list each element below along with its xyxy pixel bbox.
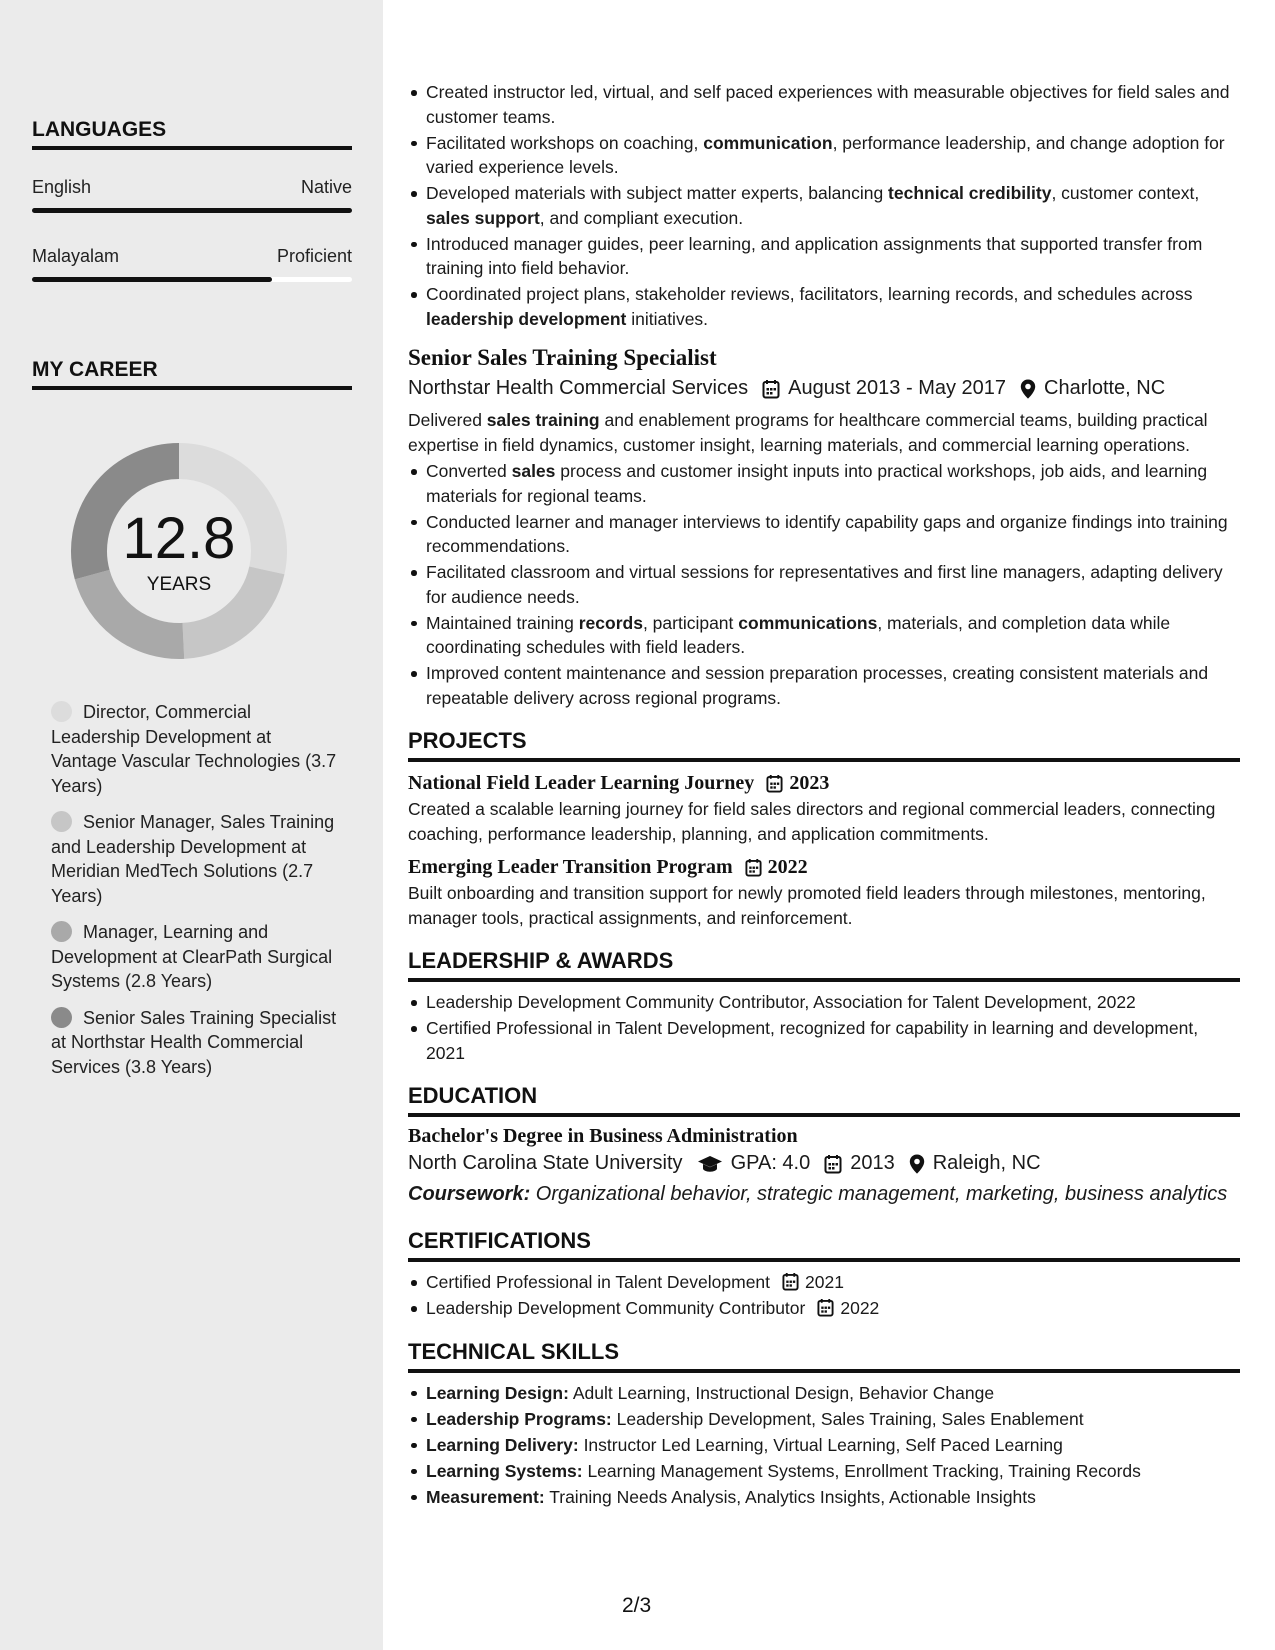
award-item: [408, 990, 1240, 1015]
career-item-text: Director, Commercial Leadership Development at Vantage Vascular Technologies (3.7 Years): [51, 702, 337, 796]
job-bullets: [408, 459, 1240, 710]
language-name: English: [32, 177, 92, 197]
text-run: Certified Professional in Talent Development, recognized for capability in learning and development, 2021: [426, 1018, 1199, 1063]
legend-dot: [51, 1007, 72, 1028]
bold-keyword: Learning Systems:: [426, 1460, 583, 1481]
career-item: [51, 700, 341, 798]
experience-bullet: [408, 80, 1240, 129]
text-run: Leadership Development Community Contributor, Association for Talent Development, 2022: [426, 992, 1136, 1012]
text-run: initiatives.: [626, 308, 709, 329]
language-bar-english: [32, 208, 352, 213]
bold-keyword: Leadership Programs:: [426, 1408, 612, 1429]
career-item-text: Senior Manager, Sales Training and Leadership Development at Meridian MedTech Solutions (2.7 Years): [51, 812, 335, 906]
language-row-malayalam: [32, 246, 352, 267]
education-degree: Bachelor's Degree in Business Administration: [408, 1125, 798, 1147]
certification-item: [408, 1296, 1240, 1321]
bold-keyword: leadership development: [426, 308, 627, 329]
skill-item: [408, 1407, 1240, 1432]
career-item: [51, 1006, 341, 1080]
text-run: Converted: [426, 461, 512, 481]
coursework-text: Organizational behavior, strategic management, marketing, business analytics: [530, 1183, 1228, 1205]
projects-heading: PROJECTS: [408, 728, 1240, 762]
bold-keyword: communications: [738, 612, 878, 633]
text-run: Created instructor led, virtual, and self paced experiences with measurable objectives for field sales and customer teams.: [426, 82, 1230, 127]
legend-dot: [51, 701, 72, 722]
award-item: [408, 1016, 1240, 1065]
career-total-unit: YEARS: [146, 574, 212, 595]
language-bar-fill: [32, 208, 352, 213]
experience-bullet: [408, 282, 1240, 331]
experience-bullet: [408, 181, 1240, 230]
project-year: 2023: [789, 772, 830, 794]
text-run: Coordinated project plans, stakeholder reviews, facilitators, learning records, and schedules across: [426, 284, 1193, 304]
language-bar-fill: [32, 277, 272, 282]
awards-list: [408, 990, 1240, 1065]
location-pin-icon: [909, 1154, 925, 1174]
text-run: Improved content maintenance and session preparation processes, creating consistent materials and repeatable delivery across regional programs.: [426, 663, 1209, 708]
text-run: , performance leadership, and change adoption for varied experience levels.: [426, 132, 1225, 177]
experience-bullet: [408, 131, 1240, 180]
text-run: Developed materials with subject matter experts, balancing: [426, 183, 889, 203]
text-run: Conducted learner and manager interviews to identify capability gaps and organize findings into training recommendations.: [426, 511, 1228, 556]
experience-bullet: [408, 611, 1240, 660]
text-run: Instructor Led Learning, Virtual Learning, Self Paced Learning: [578, 1434, 1063, 1455]
text-run: Training Needs Analysis, Analytics Insights, Actionable Insights: [544, 1486, 1036, 1507]
job-location: Charlotte, NC: [1044, 377, 1166, 399]
education-coursework: [408, 1183, 1240, 1206]
bold-keyword: technical credibility: [888, 183, 1052, 203]
career-item-text: Senior Sales Training Specialist at Northstar Health Commercial Services (3.8 Years): [51, 1007, 337, 1077]
text-run: , materials, and completion data while coordinating schedules with field leaders.: [426, 612, 1171, 657]
career-item: [51, 810, 341, 908]
career-heading: MY CAREER: [32, 358, 352, 390]
text-run: Introduced manager guides, peer learning, and application assignments that supported transfer from training into field behavior.: [426, 233, 1203, 278]
calendar-icon: [745, 858, 762, 877]
certification-item: [408, 1270, 1240, 1295]
text-run: and enablement programs for healthcare commercial teams, building practical expertise in field dynamics, customer insight, learning materials, and commercial learning operations.: [408, 410, 1208, 455]
job-company: Northstar Health Commercial Services: [408, 377, 749, 399]
location-pin-icon: [1020, 379, 1036, 399]
bold-keyword: sales training: [486, 410, 600, 430]
language-row-english: [32, 177, 352, 198]
education-school: North Carolina State University: [408, 1152, 683, 1174]
text-run: Adult Learning, Instructional Design, Behavior Change: [568, 1382, 995, 1403]
text-run: , participant: [642, 612, 739, 633]
certifications-list: [408, 1270, 1240, 1321]
skill-item: [408, 1381, 1240, 1406]
text-run: , customer context,: [1051, 183, 1200, 203]
text-run: Facilitated classroom and virtual sessions for representatives and first line managers, adapting delivery for audience needs.: [426, 562, 1223, 607]
job-summary: [408, 408, 1240, 457]
certification-year: 2021: [805, 1272, 844, 1292]
bold-keyword: Learning Delivery:: [426, 1434, 579, 1455]
calendar-icon: [817, 1298, 834, 1317]
calendar-icon: [782, 1272, 799, 1291]
text-run: Delivered: [408, 410, 487, 430]
text-run: Maintained training: [426, 612, 579, 633]
skill-item: [408, 1459, 1240, 1484]
sidebar: [0, 0, 383, 1650]
job-dates: August 2013 - May 2017: [788, 377, 1007, 399]
career-total-years: 12.8: [122, 506, 236, 571]
languages-heading: LANGUAGES: [32, 118, 352, 150]
skills-heading: TECHNICAL SKILLS: [408, 1339, 1240, 1373]
career-item: [51, 920, 341, 994]
project-title: [408, 856, 1240, 879]
bold-keyword: sales support: [426, 207, 540, 228]
experience-bullet: [408, 232, 1240, 281]
bold-keyword: Measurement:: [426, 1486, 545, 1507]
bold-keyword: Learning Design:: [426, 1382, 569, 1403]
experience-bullet: [408, 459, 1240, 508]
page-number: 2/3: [622, 1594, 652, 1617]
education-year: 2013: [850, 1152, 895, 1174]
certification-name: Leadership Development Community Contributor: [426, 1298, 806, 1318]
project-name: National Field Leader Learning Journey: [408, 772, 755, 794]
experience-bullet: [408, 661, 1240, 710]
job-meta: [408, 377, 1240, 400]
bold-keyword: records: [578, 612, 643, 633]
project-year: 2022: [767, 856, 808, 878]
education-meta: [408, 1152, 1240, 1175]
language-name: Malayalam: [32, 246, 120, 266]
certification-name: Certified Professional in Talent Development: [426, 1272, 771, 1292]
skills-list: [408, 1381, 1240, 1510]
certification-year: 2022: [840, 1298, 880, 1318]
project-description: Built onboarding and transition support for newly promoted field leaders through milestones, mentoring, manager tools, practical assignments, and reinforcement.: [408, 883, 1206, 928]
experience-bullet: [408, 510, 1240, 559]
education-location: Raleigh, NC: [932, 1152, 1041, 1174]
language-level: Proficient: [276, 246, 352, 266]
career-item-text: Manager, Learning and Development at ClearPath Surgical Systems (2.8 Years): [51, 922, 333, 991]
project-description: Created a scalable learning journey for field sales directors and regional commercial leaders, connecting coaching, performance leadership, planning, and application commitments.: [408, 799, 1216, 844]
certifications-heading: CERTIFICATIONS: [408, 1228, 1240, 1262]
projects-list: [408, 772, 1240, 930]
text-run: Learning Management Systems, Enrollment Tracking, Training Records: [582, 1460, 1141, 1481]
career-list: [51, 700, 341, 1091]
text-run: Leadership Development, Sales Training, Sales Enablement: [611, 1408, 1084, 1429]
awards-heading: LEADERSHIP & AWARDS: [408, 948, 1240, 982]
calendar-icon: [824, 1154, 842, 1174]
language-bar-malayalam: [32, 277, 352, 282]
text-run: process and customer insight inputs into practical workshops, job aids, and learning materials for regional teams.: [426, 461, 1208, 506]
skill-item: [408, 1433, 1240, 1458]
bold-keyword: communication: [703, 132, 833, 153]
education-heading: EDUCATION: [408, 1083, 1240, 1117]
project-name: Emerging Leader Transition Program: [408, 856, 733, 878]
legend-dot: [51, 921, 72, 942]
language-level: Native: [300, 177, 352, 197]
previous-job-bullets: [408, 80, 1240, 331]
main-content: [408, 0, 1240, 1650]
skill-item: [408, 1485, 1240, 1510]
calendar-icon: [766, 774, 783, 793]
text-run: Facilitated workshops on coaching,: [426, 132, 704, 153]
bold-keyword: sales: [511, 461, 556, 481]
coursework-label: Coursework:: [408, 1183, 531, 1205]
text-run: , and compliant execution.: [539, 207, 744, 228]
legend-dot: [51, 811, 72, 832]
education-gpa: GPA: 4.0: [730, 1152, 811, 1174]
graduation-cap-icon: [697, 1154, 723, 1174]
project-title: [408, 772, 1240, 795]
experience-bullet: [408, 560, 1240, 609]
calendar-icon: [762, 379, 780, 399]
job-title: Senior Sales Training Specialist: [408, 345, 717, 370]
